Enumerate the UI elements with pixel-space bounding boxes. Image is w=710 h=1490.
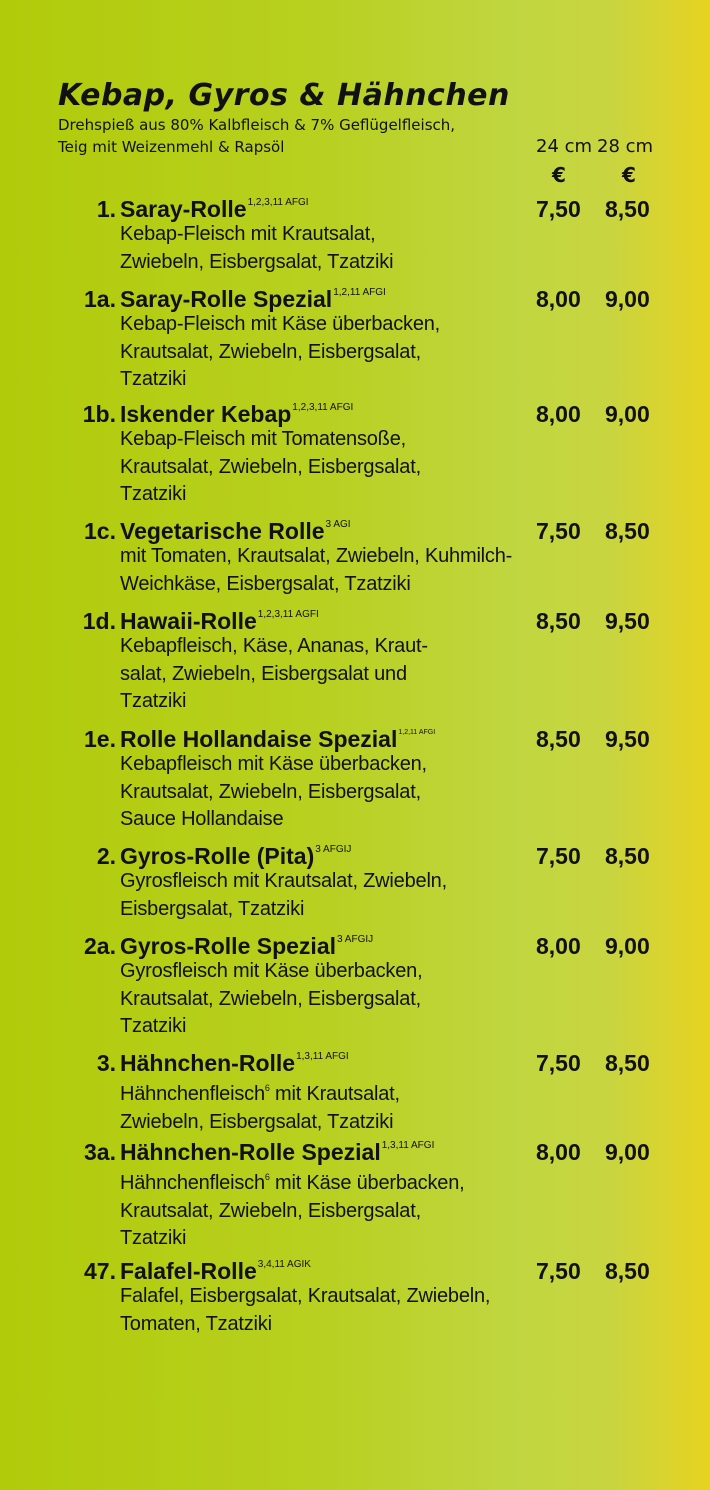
description-line: Krautsalat, Zwiebeln, Eisbergsalat, (120, 987, 421, 1010)
item-name: Falafel-Rolle (120, 1258, 257, 1284)
description-line: Tzatziki (120, 483, 187, 505)
item-number: 1a. (84, 286, 116, 312)
description-line: Kebapfleisch mit Käse überbacken, (120, 753, 427, 775)
price-small: 8,50 (536, 608, 581, 634)
item-name: Gyros-Rolle (Pita) (120, 843, 315, 869)
item-allergens: 3 AGI (325, 519, 351, 530)
size-small-header: 24 cm (536, 136, 593, 157)
description-line: Gyrosfleisch mit Krautsalat, Zwiebeln, (120, 870, 447, 892)
price-large: 9,00 (605, 933, 650, 959)
description-line: Gyrosfleisch mit Käse überbacken, (120, 960, 423, 982)
item-number: 3a. (84, 1139, 116, 1165)
description-line: Sauce Hollandaise (120, 808, 284, 830)
price-small: 8,00 (536, 933, 581, 959)
currency-small: € (552, 163, 566, 187)
item-allergens: 1,3,11 AFGI (296, 1051, 349, 1062)
item-number: 1e. (84, 726, 116, 752)
description-line (120, 1164, 464, 1198)
description-line: Kebap-Fleisch mit Tomatensoße, (120, 428, 406, 450)
item-name-line (120, 285, 386, 313)
item-number: 3. (96, 1050, 116, 1076)
item-name-line (120, 195, 309, 223)
description-text: Hähnchenfleisch (120, 1083, 265, 1105)
item-description (120, 543, 512, 598)
item-name: Saray-Rolle Spezial (120, 286, 333, 312)
price-large: 9,00 (605, 286, 650, 312)
description-footnote: 6 (264, 1083, 270, 1093)
description-line: Kebap-Fleisch mit Krautsalat, (120, 223, 376, 245)
price-large: 8,50 (605, 518, 650, 544)
description-line: Krautsalat, Zwiebeln, Eisbergsalat, (120, 780, 421, 803)
item-allergens: 1,2,11 AFGI (398, 729, 436, 736)
item-description (120, 1075, 400, 1136)
description-line: Zwiebeln, Eisbergsalat, Tzatziki (120, 1110, 394, 1133)
item-name-line (120, 932, 373, 960)
description-line: mit Tomaten, Krautsalat, Zwiebeln, Kuhmilch- (120, 545, 513, 567)
item-name: Hähnchen-Rolle Spezial (120, 1139, 381, 1165)
item-description (120, 868, 447, 923)
price-large: 8,50 (605, 843, 650, 869)
item-allergens: 1,3,11 AFGI (381, 1140, 435, 1151)
description-line: salat, Zwiebeln, Eisbergsalat und (120, 662, 407, 685)
price-large: 9,50 (605, 608, 650, 634)
price-large: 9,50 (605, 726, 650, 752)
price-small: 8,00 (536, 1139, 581, 1165)
item-name: Vegetarische Rolle (120, 518, 325, 544)
price-small: 7,50 (536, 1050, 581, 1076)
item-name: Hähnchen-Rolle (120, 1050, 296, 1076)
item-name-line (120, 1257, 311, 1285)
price-large: 9,00 (605, 401, 650, 427)
item-number: 2a. (84, 933, 116, 959)
description-line: Tzatziki (120, 690, 187, 712)
price-small: 7,50 (536, 843, 581, 869)
item-allergens: 1,2,3,11 AFGI (292, 402, 354, 413)
item-name: Hawaii-Rolle (120, 608, 257, 634)
price-small: 8,50 (536, 726, 581, 752)
item-name-line (120, 607, 319, 635)
description-line: Kebapfleisch, Käse, Ananas, Kraut- (120, 635, 428, 657)
description-line: Tzatziki (120, 1227, 187, 1249)
item-allergens: 3 AFGIJ (337, 934, 374, 945)
item-name-line (120, 1049, 349, 1077)
currency-large: € (622, 163, 636, 187)
item-number: 1. (96, 196, 116, 222)
item-name-line (120, 400, 353, 428)
item-description (120, 633, 428, 716)
item-number: 1d. (82, 608, 116, 634)
item-number: 47. (84, 1258, 116, 1284)
description-line: Kebap-Fleisch mit Käse überbacken, (120, 313, 441, 335)
item-description (120, 426, 421, 509)
item-allergens: 3 AFGIJ (315, 844, 352, 855)
item-name-line (120, 517, 351, 545)
price-small: 8,00 (536, 286, 581, 312)
subtitle-line: Teig mit Weizenmehl & Rapsöl (58, 138, 285, 156)
size-large-header: 28 cm (597, 136, 654, 157)
item-name-line (120, 842, 351, 870)
description-line: Krautsalat, Zwiebeln, Eisbergsalat, (120, 1199, 421, 1222)
item-number: 1b. (82, 401, 116, 427)
price-large: 8,50 (605, 1258, 650, 1284)
subtitle-line: Drehspieß aus 80% Kalbfleisch & 7% Geflügelfleisch, (58, 116, 456, 134)
item-allergens: 3,4,11 AGIK (257, 1259, 311, 1270)
item-allergens: 1,2,11 AFGI (333, 287, 386, 298)
description-line: Zwiebeln, Eisbergsalat, Tzatziki (120, 250, 394, 273)
item-description (120, 751, 427, 834)
price-large: 9,00 (605, 1139, 650, 1165)
item-description (120, 311, 440, 394)
item-name-line (120, 1138, 434, 1166)
description-line: Tzatziki (120, 368, 187, 390)
item-name-line (120, 725, 435, 753)
item-description (120, 958, 422, 1041)
description-text: mit Krautsalat, (269, 1083, 400, 1105)
description-footnote: 6 (264, 1172, 270, 1182)
price-small: 7,50 (536, 196, 581, 222)
price-small: 7,50 (536, 1258, 581, 1284)
description-line: Weichkäse, Eisbergsalat, Tzatziki (120, 572, 411, 595)
item-number: 2. (96, 843, 116, 869)
price-large: 8,50 (605, 196, 650, 222)
item-name: Gyros-Rolle Spezial (120, 933, 337, 959)
item-description (120, 1283, 490, 1338)
price-small: 7,50 (536, 518, 581, 544)
description-line: Krautsalat, Zwiebeln, Eisbergsalat, (120, 340, 421, 363)
description-line: Tzatziki (120, 1015, 187, 1037)
item-name: Saray-Rolle (120, 196, 247, 222)
description-line: Krautsalat, Zwiebeln, Eisbergsalat, (120, 455, 421, 478)
page-title: Kebap, Gyros & Hähnchen (58, 78, 510, 113)
item-name: Rolle Hollandaise Spezial (120, 726, 398, 752)
item-description (120, 1164, 464, 1253)
item-description (120, 221, 393, 276)
description-line: Tomaten, Tzatziki (120, 1312, 272, 1335)
description-line: Eisbergsalat, Tzatziki (120, 897, 305, 920)
item-name: Iskender Kebap (120, 401, 292, 427)
item-allergens: 1,2,3,11 AFGI (247, 197, 309, 208)
description-line: Falafel, Eisbergsalat, Krautsalat, Zwiebeln, (120, 1285, 491, 1307)
item-number: 1c. (84, 518, 116, 544)
price-large: 8,50 (605, 1050, 650, 1076)
description-text: Hähnchenfleisch (120, 1172, 265, 1194)
item-allergens: 1,2,3,11 AGFI (257, 609, 319, 620)
description-line (120, 1075, 400, 1109)
price-small: 8,00 (536, 401, 581, 427)
description-text: mit Käse überbacken, (269, 1172, 465, 1194)
